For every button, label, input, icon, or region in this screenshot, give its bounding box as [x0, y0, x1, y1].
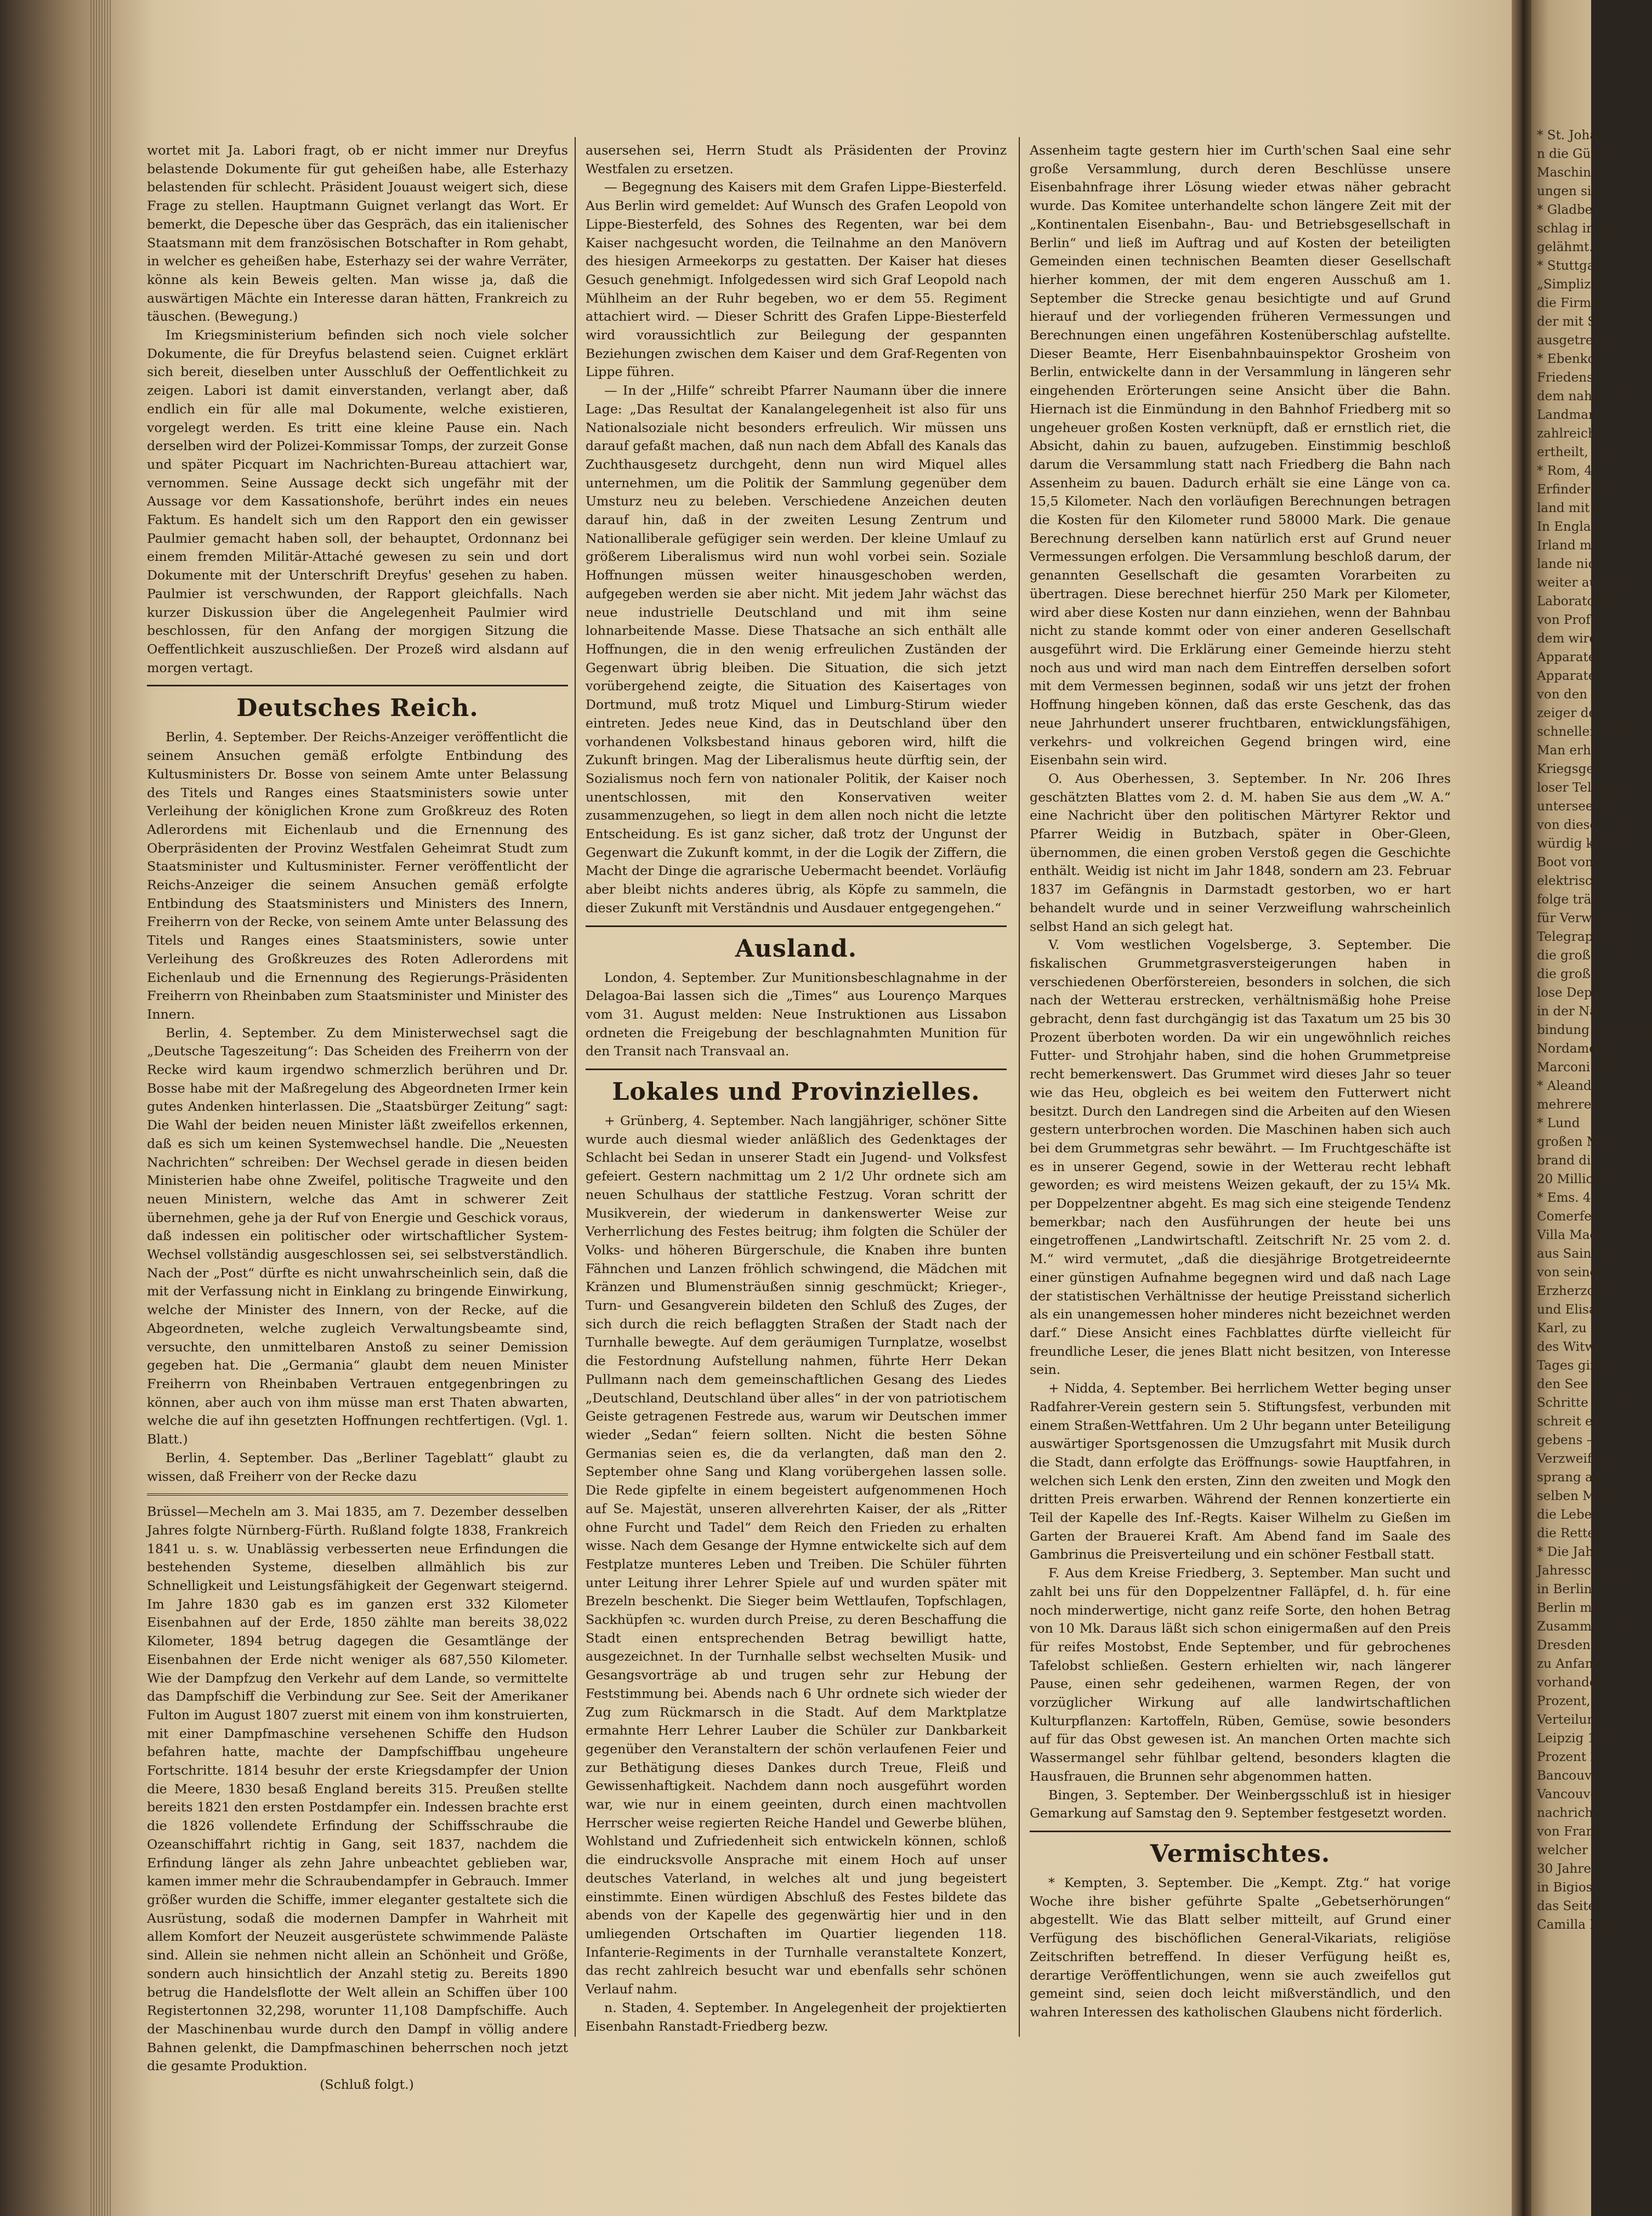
right-page-fragment: großen Magaz	[1537, 1135, 1630, 1149]
right-page-fragment: Telegraphenam	[1537, 930, 1637, 944]
feuilleton-continued-note: (Schluß folgt.)	[320, 2077, 414, 2093]
right-page-fragment: loser Telegraph	[1537, 781, 1637, 795]
section-rule	[1030, 1831, 1451, 1832]
right-page-fragment: ertheilt, den	[1537, 445, 1616, 459]
right-page-fragment: brand die	[1537, 1154, 1598, 1168]
right-page-fragment: von seiner Sch	[1537, 1265, 1631, 1280]
column-1	[147, 141, 568, 2094]
right-page-fragment: selben Mädch	[1537, 1489, 1626, 1503]
column-divider-1	[575, 137, 576, 2037]
right-page-fragment: nachricht	[1537, 1806, 1598, 1820]
right-page-fragment: von Professor	[1537, 613, 1625, 627]
right-page-fragment: In England sin	[1537, 520, 1630, 534]
right-page-fragment: ungen sind schr	[1537, 184, 1639, 198]
right-page-fragment: die Retterin	[1537, 1526, 1614, 1541]
heading-lokales: Lokales und Provinzielles.	[612, 1078, 980, 1106]
right-page-fragment: Landmann	[1537, 408, 1605, 422]
right-page-fragment: Erfinder der	[1537, 482, 1616, 497]
right-page-fragment: * Ebenkob	[1537, 352, 1604, 366]
right-page-fragment: von dieser Teleg	[1537, 818, 1642, 832]
section-rule	[147, 685, 568, 686]
article-berlin-tageblatt: Berlin, 4. September. Das „Berliner Tageblatt“ glaubt zu wissen, daß Freiherr von der Recke dazu	[147, 1450, 568, 1484]
right-page-fragment: * Stuttgart	[1537, 259, 1606, 273]
right-page-fragment: von den 60	[1537, 687, 1608, 702]
right-page-fragment: lose Depeschen	[1537, 986, 1637, 1000]
article-studt-continued: ausersehen sei, Herrn Studt als Präsidenten der Provinz Westfalen zu ersetzen.	[586, 143, 1007, 177]
right-page-fragment: * Die Jahre	[1537, 1545, 1607, 1559]
right-page-fragment: * Rom, 4.	[1537, 464, 1597, 478]
right-page-fragment: Tages gingen	[1537, 1359, 1622, 1373]
right-page-fragment: ausgetreten.	[1537, 333, 1618, 348]
right-page-fragment: das Seite Bri	[1537, 1899, 1619, 1913]
right-page-fragment: mehrere Pers	[1537, 1098, 1623, 1112]
section-rule	[586, 925, 1007, 927]
article-staden-eisenbahn: n. Staden, 4. September. In Angelegenheit der projektierten Eisenbahn Ranstadt-Friedberg bezw.	[586, 1999, 1007, 2034]
right-page-fragment: dem nahen We	[1537, 389, 1631, 404]
right-page-fragment: Schritte in dem	[1537, 1396, 1636, 1410]
column-2	[586, 141, 1007, 2036]
right-page-fragment: schneller Fahrt	[1537, 725, 1634, 739]
right-page-fragment: für Verwendung	[1537, 911, 1640, 925]
right-page-fragment: Prozent, in	[1537, 1694, 1606, 1708]
book-left-edge	[0, 0, 112, 2216]
right-page-fragment: schlag in Nerb	[1537, 221, 1631, 236]
right-page-fragment: land mit der	[1537, 501, 1615, 515]
right-page-fragment: die großen Sch	[1537, 948, 1634, 963]
right-page-fragment: die großen	[1537, 967, 1606, 981]
right-page-fragment: vorhandene	[1537, 1675, 1613, 1690]
right-page-fragment: Man erhofft	[1537, 743, 1613, 758]
right-page-fragment: Berlin mit	[1537, 1601, 1601, 1615]
right-page-fragment: Laboratorium	[1537, 594, 1625, 609]
feuilleton-eisenbahn: Brüssel—Mecheln am 3. Mai 1835, am 7. Dezember desselben Jahres folgte Nürnberg-Fürth. Rußland folgte 1838, Frankreich 1841 u. s. w. Unablässig verbesserten neue Erfindungen die bestehenden Systeme, dieselben allmählich bis zur Schnelligkeit und Leistungsfähigkeit der Gegenwart steigernd. Im Jahre 1830 gab es im ganzen erst 332 Kilometer Eisenbahnen auf der Erde, 1850 zählte man bereits 38,022 Kilometer, 1894 betrug dagegen die Gesamtlänge der Eisenbahnen der Erde nicht weniger als 687,550 Kilometer. Wie der Dampfzug den Verkehr auf dem Lande, so vermittelte das Dampfschiff die Verbindung zur See. Seit der Amerikaner Fulton im August 1807 zuerst mit einem von ihm konstruierten, mit einer Dampfmaschine versehenen Schiffe den Hudson befahren hatte, machte der Dampfschiffbau ungeheure Fortschritte. 1814 besuhr der erste Kriegsdampfer der Union die Meere, 1830 besaß England bereits 315. Preußen stellte bereits 1821 den ersten Postdampfer ein. Indessen brachte erst die 1826 vollendete Erfindung der Schiffsschraube die Ozeanschiffahrt richtig in Gang, seit 1837, nachdem die Erfindung länger als zehn Jahre unbeachtet geblieben war, kamen immer mehr die Schraubendampfer in Gebrauch. Immer größer wurden die Schiffe, immer eleganter gestaltete sich die Ausrüstung, sodaß die modernen Dampfer in Wahrheit mit allem Komfort der Neuzeit ausgerüstete schwimmende Paläste sind. Allein sie nehmen nicht allein an Schönheit und Größe, sondern auch hinsichtlich der Anzahl stetig zu. Bereits 1890 betrug die Handelsflotte der Welt allein an Schiffen über 100 Registertonnen 32,298, worunter 11,108 Dampfschiffe. Auch der Maschinenbau wurde durch den Dampf in völlig andere Bahnen gelenkt, die Dampfmaschinen beherrschen noch jetzt die gesamte Produktion.	[147, 1504, 568, 2074]
right-page-fragment: in der Nähe	[1537, 1004, 1613, 1019]
right-page-fragment: * Aleand	[1537, 1079, 1592, 1093]
right-page-fragment: bindung zwischen	[1537, 1023, 1652, 1037]
right-page-fragment: in Bigios	[1537, 1880, 1593, 1895]
right-page-fragment: * Lund	[1537, 1116, 1580, 1130]
article-vogelsberg-grummet: V. Vom westlichen Vogelsberge, 3. September. Die fiskalischen Grummetgrasversteigerungen haben in verschiedenen Oberförstereien, besonders in solchen, die sich nach der Wetterau erstrecken, verhältnismäßig hohe Preise gebracht, denn fast durchgängig ist das Taxatum um 25 bis 30 Prozent überboten worden. Da wir ein ungewöhnlich reiches Futter- und Strohjahr haben, sind die hohen Grummetpreise recht bemerkenswert. Das Grummet wird dieses Jahr so teuer wie das Heu, obgleich es bei weitem den Futterwert nicht besitzt. Durch den Landregen sind die Arbeiten auf den Wiesen gestern unterbrochen worden. Die Maschinen haben sich auch bei dem Grummetgras sehr bewährt. — Im Fruchtgeschäfte ist es in unserer Gegend, sowie in der Wetterau recht lebhaft geworden; es wird meistens Weizen gekauft, der zu 15¼ Mk. per Doppelzentner abgeht. Es mag sich eine steigende Tendenz bemerkbar; nach den Ausführungen der heute bei uns eingetroffenen „Landwirtschaftl. Zeitschrift Nr. 25 vom 2. d. M.“ wird vermutet, „daß die diesjährige Brotgetreideernte einer günstigen Aufnahme begegnen wird und daß nach Lage der statistischen Verhältnisse der heutige Preisstand sicherlich als ein unangemessen hoher minderes nicht bezeichnet werden darf.“ Diese Ansicht eines Fachblattes dürfte vielleicht für freundliche Leser, die jenes Blatt nicht besitzen, von Interesse sein.	[1030, 937, 1451, 1378]
right-page-fragment: 30 Jahre	[1537, 1862, 1591, 1876]
right-page-fragment: n die Güterbe	[1537, 147, 1625, 161]
right-page-fragment: * Gladbe	[1537, 203, 1593, 217]
right-page-fragment: elektrischer W	[1537, 874, 1631, 888]
right-page-fragment: Comerfee hat	[1537, 1209, 1624, 1224]
right-page-fragment: die Firma St	[1537, 296, 1617, 310]
right-page-fragment: von Franks	[1537, 1825, 1609, 1839]
column-3	[1030, 141, 1451, 2022]
article-oberhessen-weidig: O. Aus Oberhessen, 3. September. In Nr. 206 Ihres geschätzten Blattes vom 2. d. M. haben Sie aus dem „W. A.“ eine Nachricht über den politischen Märtyrer Rektor und Pfarrer Weidig in Butzbach, später in Ober-Gleen, übernommen, die einen groben Verstoß gegen die Geschichte enthält. Weidig ist nicht im Jahr 1848, sondern am 23. Februar 1837 im Gefängnis in Darmstadt gestorben, wo er hart behandelt wurde und in seiner Verzweiflung wahrscheinlich selbst Hand an sich gelegt hat.	[1030, 770, 1451, 934]
right-page-fragment: gelähmt.	[1537, 240, 1593, 254]
feuilleton-rule	[147, 1493, 568, 1497]
right-page-fragment: Karl, zu sein	[1537, 1321, 1617, 1336]
right-page-fragment: gebens —	[1537, 1433, 1599, 1447]
right-page-fragment: schreit empfa	[1537, 1414, 1625, 1429]
article-kempten-gebetserhoerungen: * Kempten, 3. September. Die „Kempt. Ztg.“ hat vorige Woche ihre bisher geführte Spalte „Gebetserhörungen“ abgestellt. Wie das Blatt selber mitteilt, auf Grund einer Verfügung des bischöflichen General-Vikariats, religiöse Zeitschriften betreffend. In dieser Verfügung heißt es, derartige Veröffentlichungen, wenn sie auch zweifellos gut gemeint sind, seien doch leicht mißverständlich, und den wahren Interessen des katholischen Glaubens nicht förderlich.	[1030, 1874, 1451, 2020]
article-hilfe-naumann: — In der „Hilfe“ schreibt Pfarrer Naumann über die innere Lage: „Das Resultat der Kanalangelegenheit ist also für uns Nationalsoziale nicht besonders erfreulich. Wir müssen uns darauf gefaßt machen, daß nun nach dem Abfall des Kanals das Zuchthausgesetz durchgeht, denn nun wird Miquel alles unternehmen, um die Politik der Sammlung gegenüber dem Umsturz neu zu beleben. Verschiedene Anzeichen deuten darauf hin, daß in der zweiten Lesung Zentrum und Nationalliberale gefügiger sein werden. Der kleine Umlauf zu größerem Liberalismus wird nun wohl vorbei sein. Soziale Hoffnungen müssen weiter hinausgeschoben werden, aufgegeben werden sie aber nicht. Mit jedem Jahr wächst das neue industrielle Deutschland und mit ihm seine lohnarbeitende Masse. Diese Thatsache an sich enthält alle Hoffnungen, die in den wenig erfreulichen Zuständen der Gegenwart übrig bleiben. Die Situation, die sich jetzt vorübergehend zeigte, die Situation des Kaisertages von Dortmund, muß trotz Miquel und Limburg-Stirum wieder eintreten. Jedes neue Kind, das in Deutschland über den vorhandenen Volksbestand hinaus geboren wird, hilft die Zukunft bringen. Mag der Liberalismus heute dürftig sein, der Sozialismus noch fern von nationaler Politik, der Kaiser noch unentschlossen, mit den Konservativen weiter zusammenzugehen, so liegt in dem allen noch nicht die letzte Entscheidung. Es ist ganz sicher, daß trotz der Ungunst der Gegenwart die Zukunft kommt, in der die Logik der Ziffern, die Macht der Dinge die agrarische Uebermacht beendet. Vorläufig aber bleibt nichts anderes übrig, als Köpfe zu sammeln, die dieser Zukunft mit Verständnis und Ausdauer entgegengehen.“	[586, 383, 1007, 916]
right-page-fragment: Kriegsgeschwade	[1537, 762, 1650, 776]
right-page-fragment: würdig kleinen	[1537, 837, 1633, 851]
column-divider-2	[1019, 137, 1020, 2037]
right-page-fragment: Verzweiflung	[1537, 1452, 1620, 1466]
article-kaiser-lippe: — Begegnung des Kaisers mit dem Grafen Lippe-Biesterfeld. Aus Berlin wird gemeldet: Auf Wunsch des Grafen Leopold von Lippe-Biesterfeld, des Sohnes des Regenten, war bei dem Kaiser nachgesucht worden, die Teilnahme an den Manövern des hiesigen Armeekorps zu gestatten. Der Kaiser hat dieses Gesuch genehmigt. Infolgedessen wird sich Graf Leopold nach Mühlheim an der Ruhr begeben, wo er dem 55. Regiment attachiert wird. — Dieser Schritt des Grafen Lippe-Biesterfeld wird voraussichtlich zur Beilegung der gespannten Beziehungen zwischen dem Kaiser und dem Graf-Regenten von Lippe führen.	[586, 179, 1007, 380]
right-page-fragment: Jahresschlüsse	[1537, 1564, 1632, 1578]
article-berlin-ministerwechsel: Berlin, 4. September. Zu dem Ministerwechsel sagt die „Deutsche Tageszeitung“: Das Scheiden des Freiherrn von der Recke wird kaum irgendwo schmerzlich berühren und Dr. Bosse habe mit der Maßregelung des Abgeordneten Irmer kein gutes Andenken hinterlassen. Die „Staatsbürger Zeitung“ sagt: Die Wahl der beiden neuen Minister läßt zweifellos erkennen, daß es sich um keinen Systemwechsel handle. Die „Neuesten Nachrichten“ schreiben: Der Wechsel gerade in diesen beiden Ministerien habe ohne Zweifel, politische Tragweite und den neuen Ministern, welche das Amt in schwerer Zeit übernehmen, gehe ja der Ruf von Energie und Geschick voraus, daß indessen ein politischer oder wirtschaftlicher System-Wechsel vollständig ausgeschlossen sei, sei selbstverständlich. Nach der „Post“ dürfte es nicht unwahrscheinlich sein, daß die mit der Verfassung nicht in Einklang zu bringende Einwirkung, welche der Minister des Innern, von der Recke, auf die Abgeordneten, welche zugleich Verwaltungsbeamte sind, versuchte, den unmittelbaren Anstoß zu seiner Demission gegeben hat. Die „Germania“ glaubt dem neuen Minister Freiherrn von Rheinbaben Vertrauen entgegenbringen zu können, aber auch von ihm müsse man erst Thaten abwarten, welche die auf ihn gesetzten Hoffnungen rechtfertigen. (Vgl. 1. Blatt.)	[147, 1025, 568, 1447]
next-page-edge	[1531, 0, 1652, 2216]
right-page-fragment: die Lebens	[1537, 1508, 1606, 1522]
right-page-fragment: Zusammenstell	[1537, 1620, 1634, 1634]
right-page-fragment: weiter auszubil	[1537, 576, 1635, 590]
right-page-fragment: sprang auf	[1537, 1470, 1606, 1485]
right-page-fragment: Boot von Lan	[1537, 855, 1621, 870]
right-page-fragment: Prozent Zuna	[1537, 1750, 1623, 1764]
right-page-fragment: unterseeische	[1537, 799, 1626, 814]
right-page-fragment: Dresden vorha	[1537, 1638, 1631, 1652]
right-page-fragment: Bancouver	[1537, 1769, 1605, 1783]
right-page-fragment: lande nicht	[1537, 557, 1609, 571]
article-bingen-weinberg: Bingen, 3. September. Der Weinbergsschluß ist in hiesiger Gemarkung auf Samstag den 9. September festgesetzt worden.	[1030, 1787, 1451, 1821]
section-rule	[586, 1069, 1007, 1070]
right-page-fragment: folge trägt	[1537, 893, 1605, 907]
book-gutter	[1512, 0, 1531, 2216]
article-kriegsministerium: Im Kriegsministerium befinden sich noch viele solcher Dokumente, die für Dreyfus belastend seien. Cuignet erklärt sich bereit, dieselben unter Ausschluß der Oeffentlichkeit zu zeigen. Labori ist damit einverstanden, verlangt aber, daß endlich ein für alle mal Dokumente, welche existieren, vorgelegt werden. Es tritt eine kleine Pause ein. Nach derselben wird der Polizei-Kommissar Tomps, der zurzeit Gonse und später Picquart im Nachrichten-Bureau attachiert war, vernommen. Seine Aussage deckt sich ungefähr mit der Aussage vor dem Kassationshofe, berührt indes ein neues Faktum. Es handelt sich um den Rapport den ein gewisser Paulmier gemacht haben soll, der behauptet, Ordonnanz bei einem fremden Militär-Attaché gewesen zu sein und dort Dokumente mit der Unterschrift Dreyfus' gesehen zu haben. Paulmier ist verschwunden, der Rapport gleichfalls. Nach kurzer Diskussion über die Angelegenheit Paulmier wird beschlossen, für den Anfang der morgigen Sitzung die Oeffentlichkeit auszuschließen. Der Prozeß wird alsdann auf morgen vertagt.	[147, 327, 568, 675]
article-dreyfus-continued: wortet mit Ja. Labori fragt, ob er nicht immer nur Dreyfus belastende Dokumente für gut geheißen habe, alle Esterhazy belastenden für schlecht. Präsident Jouaust weigert sich, diese Frage zu stellen. Hauptmann Guignet verlangt das Wort. Er bemerkt, die Depesche über das Gespräch, das ein italienischer Staatsmann mit dem französischen Botschafter in Rom gehabt, in welcher es geheißen habe, Esterhazy sei der wahre Verräter, könne als kein Beweis gelten. Man wisse ja, daß die auswärtigen Mächte ein Interesse daran hätten, Frankreich zu täuschen. (Bewegung.)	[147, 143, 568, 325]
right-page-fragment: Leipzig 1,52	[1537, 1731, 1616, 1746]
right-page-fragment: zeiger den	[1537, 706, 1604, 720]
right-page-fragment: Marconi bin	[1537, 1060, 1615, 1075]
right-page-fragment: welcher in	[1537, 1843, 1604, 1857]
right-page-fragment: und Elisabeth,	[1537, 1303, 1630, 1317]
article-nidda-radfahrer: + Nidda, 4. September. Bei herrlichem Wetter beging unser Radfahrer-Verein gestern sein 5. Stiftungsfest, verbunden mit einem Straßen-Wettfahren. Um 2 Uhr begann unter Beteiligung auswärtiger Sportsgenossen die Umzugsfahrt mit Musik durch die Stadt, dann erfolgte das Eröffnungs- sowie Hauptfahren, in welchen sich Lenk den ersten, Zinn den zweiten und Mogk den dritten Preis erwarben. Während der Rennen konzertierte ein Teil der Kapelle des Inf.-Regts. Kaiser Wilhelm zu Gießen im Garten der Brauerei Kraft. Am Abend fand im Saale des Gambrinus die Preisverteilung und ein schöner Festball statt.	[1030, 1380, 1451, 1562]
right-page-fragment: * Ems. 4	[1537, 1191, 1591, 1205]
heading-deutsches-reich: Deutsches Reich.	[236, 694, 479, 723]
article-gruenberg-sedan: + Grünberg, 4. September. Nach langjähriger, schöner Sitte wurde auch diesmal wieder anläßlich des Gedenktages der Schlacht bei Sedan in unserer Stadt ein Jugend- und Volksfest gefeiert. Gestern nachmittag um 2 1/2 Uhr ordnete sich am neuen Schulhaus der stattliche Festzug. Voran schritt der Musikverein, der wiederum in dankenswerter Weise zur Verherrlichung des Festes beitrug; ihm folgten die Schüler der Volks- und höheren Bürgerschule, die Knaben ihre bunten Fähnchen und Lanzen fröhlich schwingend, die Mädchen mit Kränzen und Blumensträußen sinnig geschmückt; Krieger-, Turn- und Gesangverein bildeten den Schluß des Zuges, der sich durch die reich beflaggten Straßen der Stadt nach der Turnhalle bewegte. Auf dem geräumigen Turnplatze, woselbst die Festordnung Aufstellung nahmen, führte Herr Dekan Pullmann nach dem gemeinschaftlichen Gesang des Liedes „Deutschland, Deutschland über alles“ in der von patriotischem Geiste getragenen Festrede aus, warum wir Deutschen immer wieder „Sedan“ feiern sollten. Nicht die besten Söhne Germanias seien es, die da verlangten, daß man den 2. September ohne Sang und Klang vorübergehen lassen solle. Die Rede gipfelte in einem begeistert aufgenommenen Hoch auf Se. Majestät, unseren allverehrten Kaiser, der als „Ritter ohne Furcht und Tadel“ dem Reich den Frieden zu erhalten wisse. Nach dem Gesange der Hymne entwickelte sich auf dem Festplatze munteres Leben und Treiben. Die Schüler führten unter Leitung ihrer Lehrer Spiele auf und wurden später mit Brezeln beschenkt. Die Sieger beim Wettlaufen, Topfschlagen, Sackhüpfen ꝛc. wurden durch Preise, zu deren Beschaffung die Stadt einen entsprechenden Betrag bewilligt hatte, ausgezeichnet. In der Turnhalle selbst wechselten Musik- und Gesangsvorträge ab und trugen sehr zur Hebung der Feststimmung bei. Abends nach 6 Uhr ordnete sich wieder der Zug zum Rückmarsch in die Stadt. Auf dem Marktplatze ermahnte Herr Lehrer Lauber die Schüler zur Dankbarkeit gegenüber den Veranstaltern der schön verlaufenen Feier und zur Bethätigung dieses Dankes durch Treue, Fleiß und Gewissenhaftigkeit. Nachdem dann noch ausgeführt worden war, wie nur in einem geeinten, durch einen machtvollen Herrscher weise regierten Reiche Handel und Gewerbe blühen, Wohlstand und Zufriedenheit sich entwickeln können, schloß die eindrucksvolle Ansprache mit einem Hoch auf unser deutsches Vaterland, in welches alt und jung begeistert einstimmte. Einen würdigen Abschluß des Festes bildete das abends von der Kapelle des gegenwärtig hier und in den umliegenden Ortschaften im Quartier liegenden 118. Infanterie-Regiments in der Turnhalle veranstaltete Konzert, das recht zahlreich besucht war und ebenfalls sehr schönen Verlauf nahm.	[586, 1113, 1007, 1997]
right-page-fragment: dem wird in	[1537, 632, 1614, 646]
article-berlin-reichsanzeiger: Berlin, 4. September. Der Reichs-Anzeiger veröffentlicht die seinem Ansuchen gemäß erfolgte Entbindung des Kultusministers Dr. Bosse von seinem Amte unter Belassung des Titels und Ranges eines Staatsministers sowie unter Verleihung der königlichen Krone zum Großkreuz des Roten Adlerordens mit Eichenlaub und die Ernennung des Oberpräsidenten der Provinz Westfalen Geheimrat Studt zum Staatsminister und Kultusminister. Ferner veröffentlicht der Reichs-Anzeiger die seinem Ansuchen gemäß erfolgte Entbindung des Staatsministers und Ministers des Innern, Freiherrn von der Recke, von seinem Amte unter Belassung des Titels und Ranges eines Staatsministers, sowie unter Verleihung des Großkreuzes des Roten Adlerordens mit Eichenlaub und die Ernennung des Regierungs-Präsidenten Freiherrn von Rheinbaben zum Staatsminister und Minister des Innern.	[147, 729, 568, 1022]
right-page-fragment: zahlreicher Gem	[1537, 427, 1643, 441]
right-page-fragment: zu Anfang	[1537, 1657, 1602, 1671]
right-page-fragment: Camilla Espinoza	[1537, 1918, 1648, 1932]
right-page-fragment: der mit Strecke	[1537, 315, 1637, 329]
right-page-fragment: Erzherzogin	[1537, 1284, 1615, 1298]
right-page-fragment: Friedens-	[1537, 371, 1598, 385]
article-friedberg-obst: F. Aus dem Kreise Friedberg, 3. September. Man sucht und zahlt bei uns für den Doppelzentner Falläpfel, d. h. für eine noch minderwertige, nicht ganz reife Sorte, den hohen Betrag von 10 Mk. Daraus läßt sich schon einigermaßen auf den Preis für reifes Mostobst, Ende September, und für gebrochenes Tafelobst schließen. Gestern erhielten wir, nach längerer Pause, einen sehr gedeihenen, warmen Regen, der von vorzüglicher Wirkung auf alle landwirtschaftlichen Kulturpflanzen: Kartoffeln, Rüben, Gemüse, sowie besonders auf für das Obst gewesen ist. An manchen Orten machte sich Wassermangel sehr fühlbar geltend, besonders klagten die Hausfrauen, die Brunnen sehr abgenommen hatten.	[1030, 1565, 1451, 1784]
right-page-fragment: Apparaten M	[1537, 650, 1621, 664]
right-page-fragment: den See flü	[1537, 1377, 1609, 1391]
right-page-fragment: Irland mit	[1537, 538, 1601, 553]
article-london-delagoa: London, 4. September. Zur Munitionsbeschlagnahme in der Delagoa-Bai lassen sich die „Times“ aus Lourenço Marques vom 31. August melden: Neue Instruktionen aus Lissabon ordneten die Freigebung der beschlagnahmten Munition für den Transit nach Transvaal an.	[586, 969, 1007, 1059]
right-page-fragment: Verteilung	[1537, 1713, 1604, 1727]
right-page-fragment: in Berlin	[1537, 1582, 1592, 1596]
heading-ausland: Ausland.	[735, 934, 858, 963]
right-page-fragment: aus Saint M	[1537, 1247, 1614, 1261]
right-page-fragment: Apparate von	[1537, 669, 1623, 683]
heading-vermischtes: Vermischtes.	[1150, 1839, 1331, 1868]
right-page-fragment: 20 Millionen	[1537, 1172, 1617, 1186]
right-page-fragment: Villa Mack	[1537, 1228, 1605, 1242]
right-page-fragment: Nordamerika	[1537, 1042, 1622, 1056]
article-assenheim-continued: Assenheim tagte gestern hier im Curth'schen Saal eine sehr große Versammlung, durch deren Beschlüsse unsere Eisenbahnfrage ihrer Lösung wieder etwas näher gebracht wurde. Das Komitee unterhandelte schon längere Zeit mit der „Kontinentalen Eisenbahn-, Bau- und Betriebsgesellschaft in Berlin“ und ließ im Auftrag und auf Kosten der beteiligten Gemeinden einen technischen Beamten dieser Gesellschaft hierher kommen, der mit dem engeren Ausschuß am 1. September die Strecke genau besichtigte und auf Grund hierauf und der vorliegenden früheren Vermessungen und Berechnungen einen ungefähren Kostenüberschlag aufstellte. Dieser Beamte, Herr Eisenbahnbauinspektor Grosheim von Berlin, entwickelte dann in der Versammlung in längeren sehr eingehenden Erörterungen seine Ansicht über die Bahn. Hiernach ist die Einmündung in den Bahnhof Friedberg mit so ungeheuer großen Kosten verknüpft, daß er ernstlich riet, die Absicht, dahin zu bauen, aufzugeben. Einstimmig beschloß darum die Versammlung statt nach Friedberg die Bahn nach Assenheim zu bauen. Dadurch erhält sie eine Länge von ca. 15,5 Kilometer. Nach den vorläufigen Berechnungen betragen die Kosten für den Kilometer rund 58000 Mark. Die genaue Berechnung derselben kann natürlich erst auf Grund neuer Vermessungen erfolgen. Die Versammlung beschloß darum, der genannten Gesellschaft die gesamten Vorarbeiten zu übertragen. Diese berechnet hierfür 250 Mark per Kilometer, wird aber diese Kosten nur dann einziehen, wenn der Bahnbau nicht zu stande kommt oder von einer anderen Gesellschaft ausgeführt wird. Die Erklärung einer Gemeinde hierzu steht noch aus und wird man nach dem Eintreffen derselben sofort mit dem Vermessen beginnen, sodaß wir uns jetzt der frohen Hoffnung hingeben können, daß das erste Geschenk, das das neue Jahrhundert unserer fruchtbaren, entwicklungsfähigen, verkehrs- und volkreichen Gegend bringen wird, eine Eisenbahn sein wird.	[1030, 143, 1451, 768]
right-page-fragment: Vancouvers	[1537, 1787, 1610, 1802]
right-page-fragment: des Witwe	[1537, 1340, 1603, 1354]
right-page-fragment: „Simplizissi	[1537, 277, 1612, 292]
right-page-fragment: Maschine ein	[1537, 166, 1622, 180]
right-page-fragment: * St. Joha	[1537, 128, 1598, 143]
